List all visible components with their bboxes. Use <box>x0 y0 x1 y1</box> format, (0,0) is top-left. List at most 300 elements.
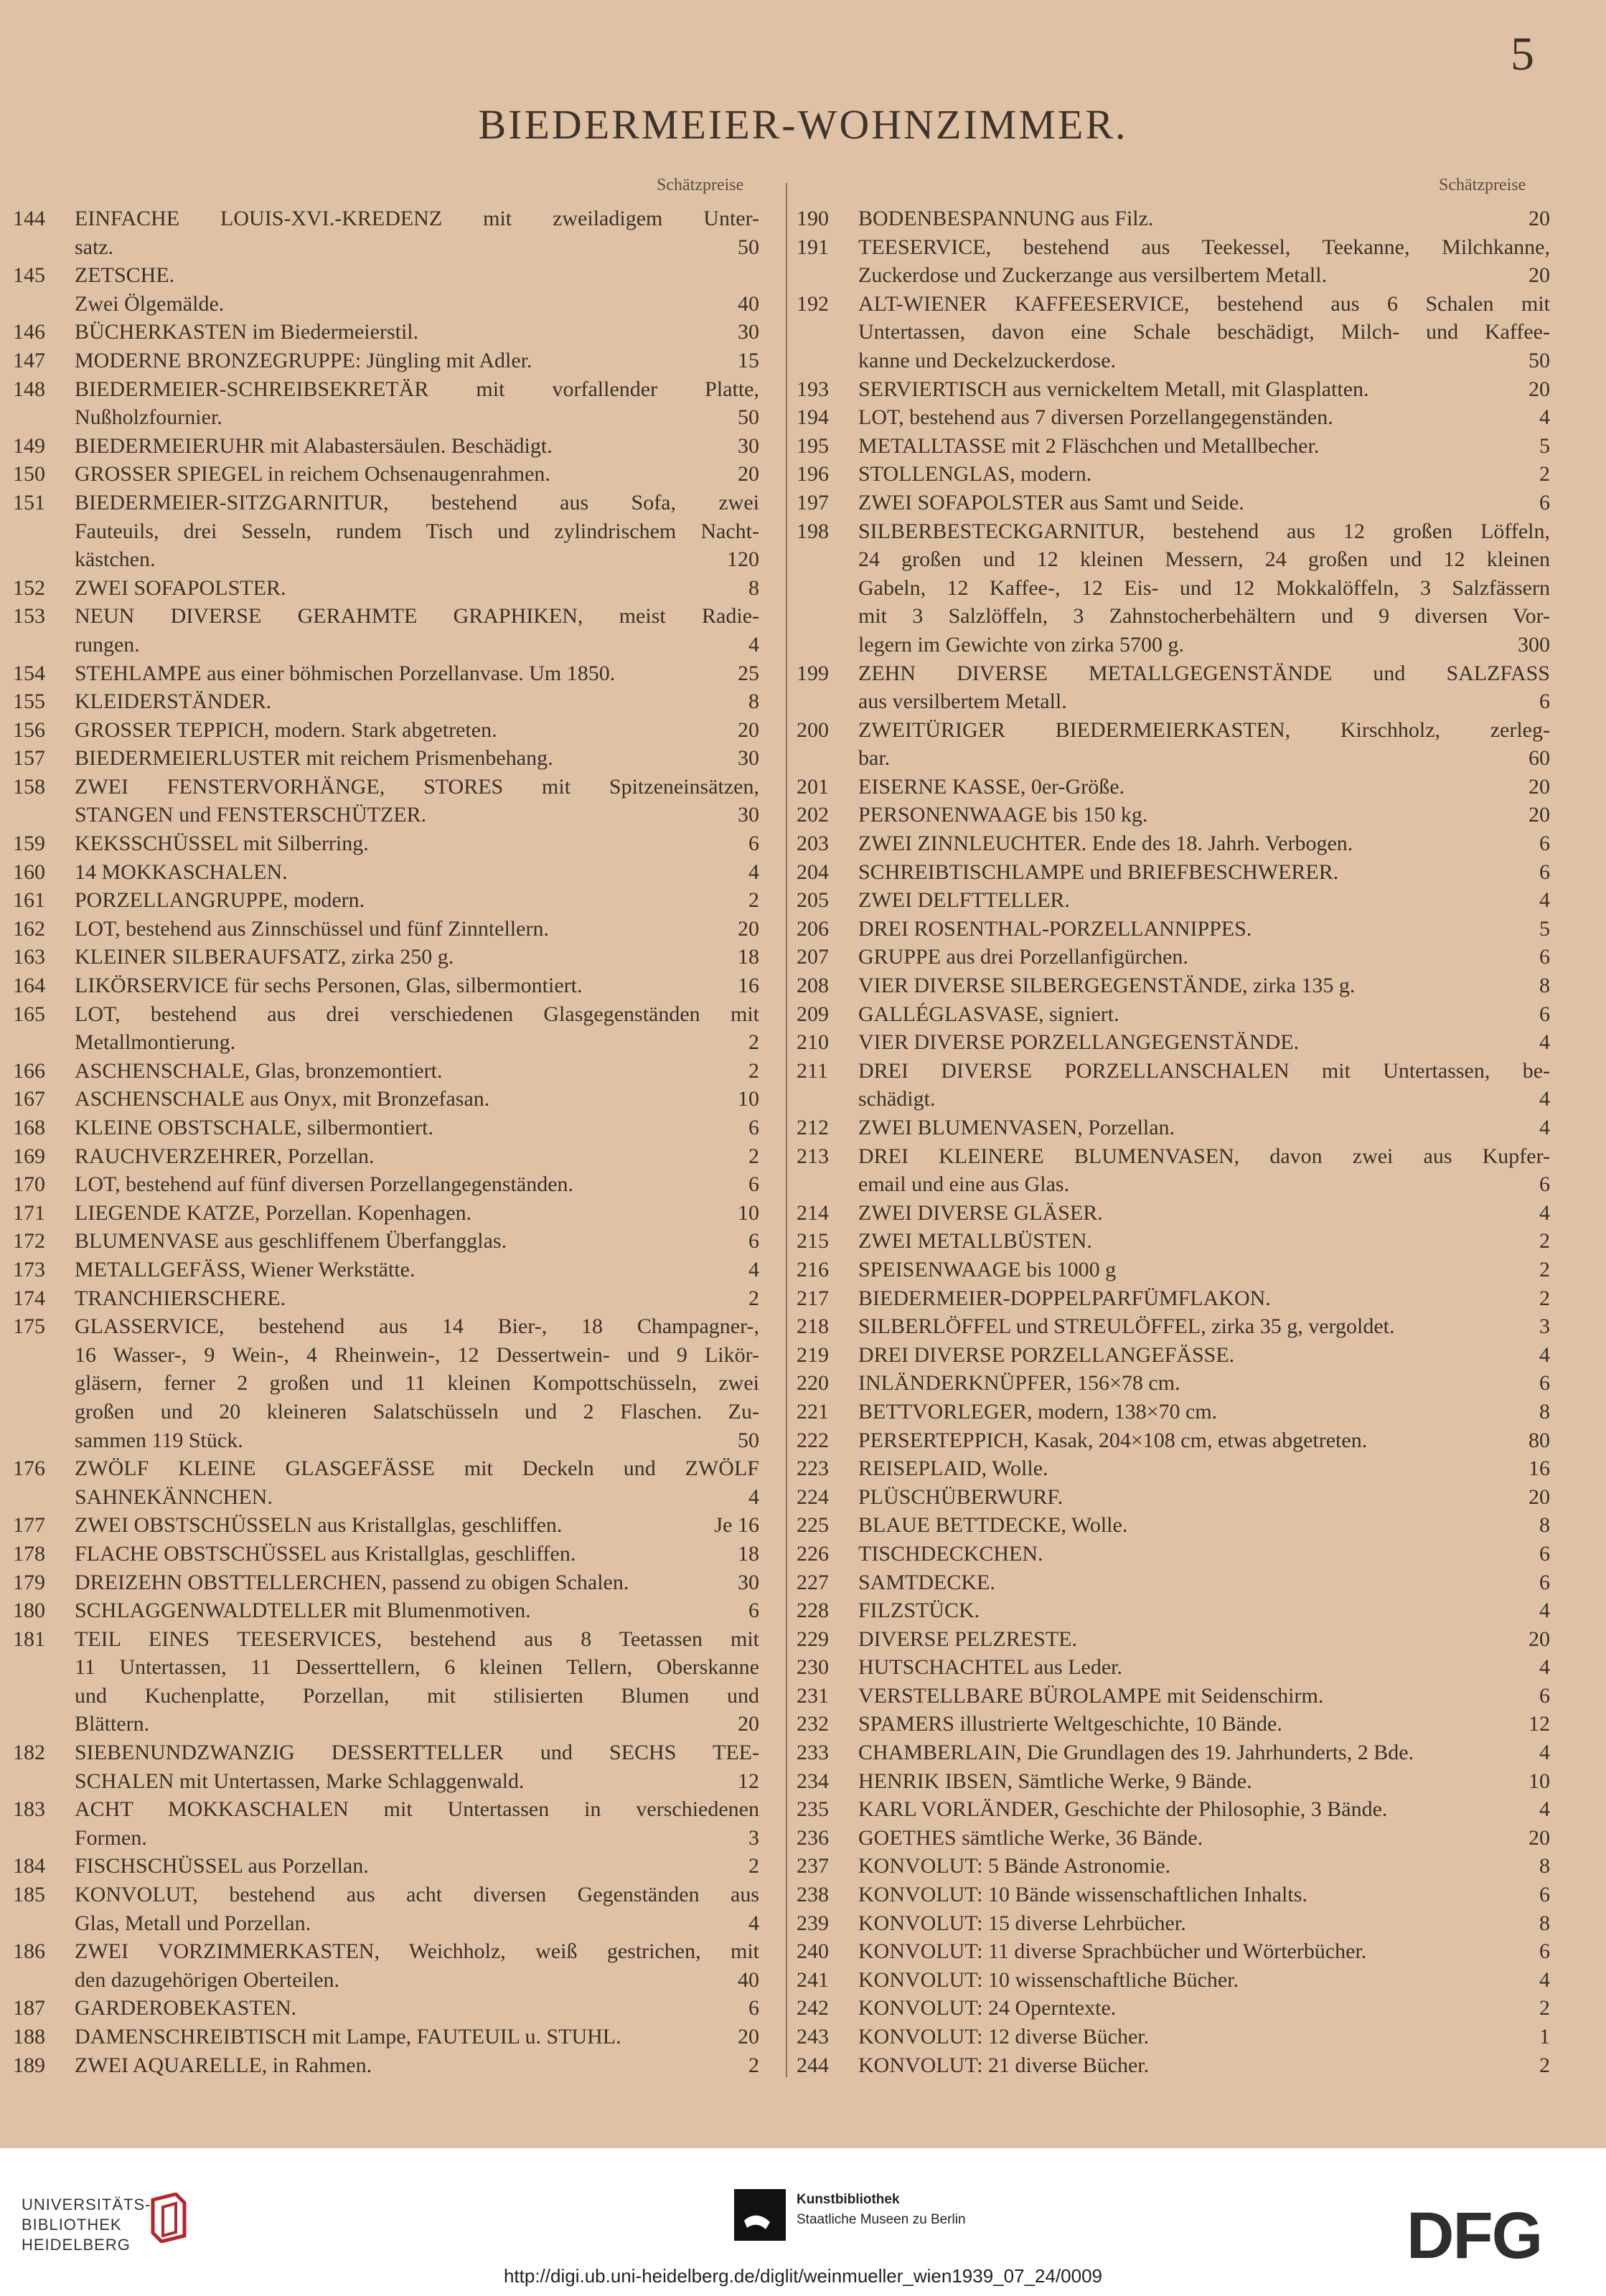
entry-number: 218 <box>797 1314 829 1339</box>
entry-price: 30 <box>738 433 759 458</box>
catalog-entry <box>797 1284 1550 1313</box>
entry-number: 187 <box>13 1996 45 2020</box>
entry-number: 184 <box>13 1854 45 1878</box>
entry-price: 20 <box>1528 803 1550 827</box>
catalog-entry <box>13 1057 759 1086</box>
catalog-entry <box>797 403 1550 432</box>
catalog-entry <box>13 858 759 887</box>
entry-text: TRANCHIERSCHERE. <box>75 1286 286 1310</box>
entry-number: 150 <box>13 462 45 486</box>
entry-price: 8 <box>1539 1513 1550 1538</box>
entry-text: PERSONENWAAGE bis 150 kg. <box>858 803 1148 827</box>
entry-number: 175 <box>13 1314 45 1339</box>
entry-text: SCHALEN mit Untertassen, Marke Schlaggenwald. <box>75 1769 525 1793</box>
catalog-entry <box>797 204 1550 233</box>
entry-price: 20 <box>738 1712 759 1736</box>
entry-number: 229 <box>797 1627 829 1651</box>
entry-text: BÜCHERKASTEN im Biedermeierstil. <box>75 320 419 344</box>
entry-text: ZWEI BLUMENVASEN, Porzellan. <box>858 1116 1175 1139</box>
entry-text: PORZELLANGRUPPE, modern. <box>75 888 365 913</box>
entry-text: CHAMBERLAIN, Die Grundlagen des 19. Jahrhunderts, 2 Bde. <box>858 1741 1414 1765</box>
entry-text: HUTSCHACHTEL aus Leder. <box>858 1655 1122 1680</box>
catalog-entry <box>797 1511 1550 1540</box>
catalog-entry <box>797 1682 1550 1711</box>
entry-price: 15 <box>738 348 759 372</box>
entry-price: 2 <box>1539 1286 1550 1310</box>
entry-price: 4 <box>748 860 759 884</box>
catalog-entry <box>797 886 1550 915</box>
entry-number: 209 <box>797 1002 829 1026</box>
entry-number: 186 <box>13 1939 45 1964</box>
entry-price: 120 <box>727 547 759 572</box>
entry-price: 20 <box>738 916 759 941</box>
entry-text: Nußholzfournier. <box>75 405 222 430</box>
entry-number: 182 <box>13 1741 45 1765</box>
entry-text: GROSSER TEPPICH, modern. Stark abgetreten. <box>75 718 497 742</box>
entry-price: 4 <box>748 632 759 657</box>
entry-price: 4 <box>748 1485 759 1509</box>
entry-number: 146 <box>13 320 45 344</box>
catalog-entry <box>797 1625 1550 1654</box>
entry-text: EINFACHE LOUIS-XVI.-KREDENZ mit zweiladigem Unter- <box>75 207 759 230</box>
entry-number: 213 <box>797 1144 829 1168</box>
entry-text: großen und 20 kleineren Salatschüsseln und 2 Flaschen. Zu- <box>75 1399 759 1424</box>
entry-price: 6 <box>748 1172 759 1197</box>
entry-text: ZWEI OBSTSCHÜSSELN aus Kristallglas, geschliffen. <box>75 1513 563 1538</box>
entry-number: 222 <box>797 1428 829 1452</box>
entry-number: 205 <box>797 888 829 913</box>
catalog-entry <box>13 773 759 829</box>
entry-price: 30 <box>738 803 759 827</box>
entry-text: Zuckerdose und Zuckerzange aus versilbertem Metall. <box>858 263 1328 288</box>
entry-text: BODENBESPANNUNG aus Filz. <box>858 207 1154 230</box>
entry-number: 145 <box>13 263 45 288</box>
catalog-entry <box>13 1852 759 1881</box>
entry-number: 235 <box>797 1797 829 1822</box>
catalog-entry <box>797 1398 1550 1426</box>
footer <box>0 2148 1606 2296</box>
entry-price: 6 <box>1539 860 1550 884</box>
entry-price: 6 <box>748 1599 759 1623</box>
catalog-entry <box>797 1881 1550 1909</box>
entry-text: KARL VORLÄNDER, Geschichte der Philosophie, 3 Bände. <box>858 1797 1388 1822</box>
catalog-entry <box>13 2051 759 2080</box>
catalog-entry <box>797 1142 1550 1199</box>
entry-price: 20 <box>1528 774 1550 799</box>
entry-text: DREI ROSENTHAL-PORZELLANNIPPES. <box>858 916 1252 941</box>
entry-text: SILBERBESTECKGARNITUR, bestehend aus 12 großen Löffeln, <box>858 519 1550 543</box>
entry-text: BLAUE BETTDECKE, Wolle. <box>858 1513 1128 1538</box>
catalog-entry <box>797 1000 1550 1029</box>
catalog-entry <box>797 1454 1550 1483</box>
entry-number: 221 <box>797 1399 829 1424</box>
entry-text: DREI DIVERSE PORZELLANGEFÄSSE. <box>858 1342 1235 1367</box>
entry-number: 189 <box>13 2053 45 2077</box>
entry-text: METALLTASSE mit 2 Fläschchen und Metallbecher. <box>858 433 1320 458</box>
entry-number: 215 <box>797 1229 829 1253</box>
entry-text: schädigt. <box>858 1087 936 1111</box>
entry-number: 214 <box>797 1200 829 1225</box>
entry-text: VERSTELLBARE BÜROLAMPE mit Seidenschirm. <box>858 1683 1324 1708</box>
entry-number: 232 <box>797 1712 829 1736</box>
entry-text: ZEHN DIVERSE METALLGEGENSTÄNDE und SALZFASS <box>858 661 1550 685</box>
entry-number: 177 <box>13 1513 45 1538</box>
entry-text: SCHREIBTISCHLAMPE und BRIEFBESCHWERER. <box>858 860 1339 884</box>
entry-price: 2 <box>1539 462 1550 486</box>
entry-text: LOT, bestehend aus drei verschiedenen Glasgegenständen mit <box>75 1002 759 1026</box>
entry-text: ASCHENSCHALE aus Onyx, mit Bronzefasan. <box>75 1087 490 1111</box>
entry-text: rungen. <box>75 632 140 657</box>
catalog-entry <box>13 261 759 318</box>
entry-text: 16 Wasser-, 9 Wein-, 4 Rheinwein-, 12 Dessertwein- und 9 Likör- <box>75 1342 759 1367</box>
catalog-entry <box>13 1256 759 1284</box>
entry-price: 20 <box>738 462 759 486</box>
catalog-entry <box>797 858 1550 887</box>
entry-number: 151 <box>13 490 45 514</box>
entry-price: 8 <box>1539 1399 1550 1424</box>
entry-text: LOT, bestehend aus 7 diversen Porzellangegenständen. <box>858 405 1333 430</box>
entry-price: 4 <box>1539 1655 1550 1680</box>
entry-price: 20 <box>738 718 759 742</box>
entry-price: 1 <box>1539 2025 1550 2048</box>
entry-price: 4 <box>1539 1741 1550 1765</box>
catalog-entry <box>797 801 1550 829</box>
entry-text: KONVOLUT: 10 wissenschaftliche Bücher. <box>858 1967 1239 1992</box>
entry-number: 158 <box>13 774 45 799</box>
catalog-entry <box>13 1511 759 1540</box>
entry-text: SILBERLÖFFEL und STREULÖFFEL, zirka 35 g, vergoldet. <box>858 1314 1395 1339</box>
column-heading-right: Schätzpreise <box>1439 176 1526 194</box>
entry-price: 4 <box>1539 1342 1550 1367</box>
entry-text: BIEDERMEIER-SCHREIBSEKRETÄR mit vorfallender Platte, <box>75 377 759 401</box>
entry-number: 170 <box>13 1172 45 1197</box>
university-line: UNIVERSITÄTS- <box>22 2196 151 2213</box>
catalog-entry <box>13 1142 759 1171</box>
catalog-entry <box>13 432 759 461</box>
entry-price: 40 <box>738 1967 759 1992</box>
entry-number: 190 <box>797 207 829 230</box>
entry-number: 180 <box>13 1599 45 1623</box>
entry-number: 219 <box>797 1342 829 1367</box>
entry-number: 193 <box>797 377 829 401</box>
entry-text: KONVOLUT, bestehend aus acht diversen Gegenständen aus <box>75 1883 759 1907</box>
entry-price: 2 <box>1539 1229 1550 1253</box>
catalog-entry <box>13 716 759 745</box>
entry-text: NEUN DIVERSE GERAHMTE GRAPHIKEN, meist Radie- <box>75 604 759 629</box>
entry-text: bar. <box>858 746 891 771</box>
catalog-entry <box>797 1199 1550 1228</box>
catalog-entry <box>13 204 759 261</box>
entry-price: 5 <box>1539 433 1550 458</box>
entry-text: KLEINE OBSTSCHALE, silbermontiert. <box>75 1116 433 1139</box>
catalog-entry <box>13 1994 759 2023</box>
catalog-entry <box>797 460 1550 489</box>
entry-price: 8 <box>748 575 759 600</box>
entry-text: DREI KLEINERE BLUMENVASEN, davon zwei aus Kupfer- <box>858 1144 1550 1168</box>
catalog-entry <box>797 1710 1550 1739</box>
catalog-entry <box>797 773 1550 801</box>
entry-price: 20 <box>1528 377 1550 401</box>
catalog-entry <box>797 2051 1550 2080</box>
entry-number: 160 <box>13 860 45 884</box>
entry-price: 2 <box>748 1144 759 1168</box>
entry-text: EISERNE KASSE, 0er-Größe. <box>858 774 1125 799</box>
catalog-entry <box>797 1994 1550 2023</box>
catalog-entry <box>797 1795 1550 1824</box>
entry-text: ACHT MOKKASCHALEN mit Untertassen in verschiedenen <box>75 1797 759 1822</box>
entry-text: gläsern, ferner 2 großen und 11 kleinen Kompottschüsseln, zwei <box>75 1371 759 1396</box>
entry-number: 149 <box>13 433 45 458</box>
entry-text: TEESERVICE, bestehend aus Teekessel, Teekanne, Milchkanne, <box>858 235 1550 259</box>
entry-price: 4 <box>1539 1116 1550 1139</box>
entry-price: 50 <box>738 235 759 259</box>
entry-price: 4 <box>1539 405 1550 430</box>
catalog-entry <box>797 1028 1550 1057</box>
entry-price: 20 <box>1528 1825 1550 1850</box>
catalog-entry <box>13 829 759 858</box>
entry-text: ALT-WIENER KAFFEESERVICE, bestehend aus 6 Schalen mit <box>858 291 1550 316</box>
catalog-entry <box>797 1227 1550 1256</box>
entry-price: 6 <box>1539 1570 1550 1594</box>
entry-price: 4 <box>1539 1030 1550 1055</box>
entry-price: 8 <box>748 690 759 714</box>
entry-text: Blättern. <box>75 1712 150 1736</box>
entry-text: ZETSCHE. <box>75 263 175 288</box>
entry-number: 165 <box>13 1002 45 1026</box>
entry-number: 163 <box>13 945 45 969</box>
entry-price: 50 <box>1528 348 1550 372</box>
entry-number: 188 <box>13 2025 45 2048</box>
entry-price: 6 <box>748 1996 759 2020</box>
catalog-entry <box>13 1114 759 1142</box>
entry-number: 196 <box>797 462 829 486</box>
catalog-entry <box>13 1000 759 1057</box>
entry-text: DIVERSE PELZRESTE. <box>858 1627 1077 1651</box>
entry-text: GALLÉGLASVASE, signiert. <box>858 1002 1119 1026</box>
entry-text: GRUPPE aus drei Porzellanfigürchen. <box>858 945 1188 969</box>
entry-number: 227 <box>797 1570 829 1594</box>
entry-text: 24 großen und 12 kleinen Messern, 24 großen und 12 kleinen <box>858 547 1550 572</box>
catalog-entry <box>13 1312 759 1454</box>
entry-text: SPAMERS illustrierte Weltgeschichte, 10 Bände. <box>858 1712 1282 1736</box>
entry-number: 179 <box>13 1570 45 1594</box>
page-title: BIEDERMEIER-WOHNZIMMER. <box>478 101 1128 148</box>
entry-text: ZWEI DIVERSE GLÄSER. <box>858 1200 1103 1225</box>
entry-number: 211 <box>797 1058 828 1083</box>
catalog-entry <box>13 1795 759 1852</box>
entry-price: 3 <box>1539 1314 1550 1339</box>
entry-text: KONVOLUT: 21 diverse Bücher. <box>858 2053 1150 2077</box>
entry-number: 237 <box>797 1854 829 1878</box>
entry-number: 217 <box>797 1286 829 1310</box>
entry-price: Je 16 <box>714 1513 759 1538</box>
catalog-entry <box>797 1312 1550 1341</box>
entry-number: 166 <box>13 1058 45 1083</box>
entry-price: 6 <box>1539 1883 1550 1907</box>
entry-price: 2 <box>748 1030 759 1055</box>
catalog-entry <box>13 2023 759 2051</box>
entry-text: BIEDERMEIER-DOPPELPARFÜMFLAKON. <box>858 1286 1271 1310</box>
entry-text: ZWEI AQUARELLE, in Rahmen. <box>75 2053 372 2077</box>
entry-text: BETTVORLEGER, modern, 138×70 cm. <box>858 1399 1218 1424</box>
entry-price: 4 <box>1539 1599 1550 1623</box>
entry-price: 6 <box>1539 490 1550 514</box>
university-logo-icon <box>147 2193 190 2243</box>
entry-price: 6 <box>1539 1939 1550 1964</box>
entry-price: 2 <box>748 1058 759 1083</box>
entry-price: 4 <box>748 1911 759 1935</box>
entry-text: DREIZEHN OBSTTELLERCHEN, passend zu obigen Schalen. <box>75 1570 629 1594</box>
catalog-entry <box>797 1596 1550 1625</box>
catalog-entry <box>13 915 759 944</box>
entry-text: den dazugehörigen Oberteilen. <box>75 1967 340 1992</box>
entry-text: KEKSSCHÜSSEL mit Silberring. <box>75 832 369 856</box>
entry-text: ZWEI FENSTERVORHÄNGE, STORES mit Spitzeneinsätzen, <box>75 774 759 799</box>
source-url[interactable]: http://digi.ub.uni-heidelberg.de/diglit/weinmueller_wien1939_07_24/0009 <box>503 2265 1103 2287</box>
entry-number: 161 <box>13 888 45 913</box>
university-library-logo-text <box>22 2195 151 2255</box>
entry-text: DREI DIVERSE PORZELLANSCHALEN mit Untertassen, be- <box>858 1058 1550 1083</box>
entry-price: 8 <box>1539 974 1550 998</box>
entry-price: 4 <box>748 1257 759 1281</box>
entry-text: BIEDERMEIERUHR mit Alabastersäulen. Beschädigt. <box>75 433 553 458</box>
entry-text: GROSSER SPIEGEL in reichem Ochsenaugenrahmen. <box>75 462 550 486</box>
entry-number: 148 <box>13 377 45 401</box>
catalog-entry <box>13 687 759 716</box>
catalog-entry <box>13 1625 759 1739</box>
entry-price: 10 <box>1528 1769 1550 1793</box>
entry-price: 6 <box>1539 1371 1550 1396</box>
catalog-entry <box>13 375 759 432</box>
catalog-entry <box>797 1568 1550 1597</box>
entry-price: 50 <box>738 405 759 430</box>
entry-text: PLÜSCHÜBERWURF. <box>858 1485 1063 1509</box>
entry-text: KONVOLUT: 12 diverse Bücher. <box>858 2025 1150 2048</box>
catalog-entry <box>797 1966 1550 1995</box>
entry-price: 30 <box>738 320 759 344</box>
kunstbibliothek-logo-icon <box>734 2189 786 2241</box>
entry-text: KONVOLUT: 5 Bände Astronomie. <box>858 1854 1171 1878</box>
entry-text: STOLLENGLAS, modern. <box>858 462 1092 486</box>
catalog-entry <box>13 1454 759 1511</box>
entry-number: 220 <box>797 1371 829 1396</box>
entry-number: 198 <box>797 519 829 543</box>
entry-price: 4 <box>1539 888 1550 913</box>
catalog-entry <box>797 233 1550 290</box>
entry-text: Fauteuils, drei Sesseln, rundem Tisch und zylindrischem Nacht- <box>75 519 759 543</box>
entry-price: 20 <box>1528 1485 1550 1509</box>
entry-number: 157 <box>13 746 45 771</box>
entry-number: 162 <box>13 916 45 941</box>
entry-price: 16 <box>738 974 759 998</box>
entry-price: 6 <box>1539 1683 1550 1708</box>
entry-number: 199 <box>797 661 829 685</box>
entry-number: 167 <box>13 1087 45 1111</box>
entry-text: Gabeln, 12 Kaffee-, 12 Eis- und 12 Mokkalöffeln, 3 Salzfässern <box>858 575 1550 600</box>
entry-number: 174 <box>13 1286 45 1310</box>
entry-number: 154 <box>13 661 45 685</box>
entry-price: 6 <box>1539 690 1550 714</box>
entry-price: 10 <box>738 1087 759 1111</box>
entry-text: MODERNE BRONZEGRUPPE: Jüngling mit Adler. <box>75 348 532 372</box>
catalog-entry <box>797 971 1550 1000</box>
entry-text: Glas, Metall und Porzellan. <box>75 1911 311 1935</box>
catalog-entry <box>13 318 759 347</box>
catalog-entry <box>13 347 759 375</box>
entry-text: email und eine aus Glas. <box>858 1172 1070 1197</box>
entry-price: 30 <box>738 746 759 771</box>
catalog-entry <box>13 744 759 773</box>
entry-price: 300 <box>1518 632 1550 657</box>
entry-number: 171 <box>13 1200 45 1225</box>
catalog-entry <box>13 1284 759 1313</box>
catalog-entry <box>797 517 1550 659</box>
entry-price: 2 <box>748 2053 759 2077</box>
entry-text: sammen 119 Stück. <box>75 1428 243 1452</box>
entry-text: VIER DIVERSE PORZELLANGEGENSTÄNDE. <box>858 1030 1300 1055</box>
catalog-entry <box>13 1199 759 1228</box>
entry-text: KONVOLUT: 24 Operntexte. <box>858 1996 1117 2020</box>
entry-number: 153 <box>13 604 45 629</box>
entry-number: 224 <box>797 1485 829 1509</box>
catalog-entry <box>797 1824 1550 1853</box>
entry-price: 2 <box>1539 2053 1550 2077</box>
entry-text: FLACHE OBSTSCHÜSSEL aus Kristallglas, geschliffen. <box>75 1541 576 1566</box>
entry-text: ZWEI DELFTTELLER. <box>858 888 1070 913</box>
entry-text: STEHLAMPE aus einer böhmischen Porzellanvase. Um 1850. <box>75 661 616 685</box>
entry-price: 6 <box>748 1116 759 1139</box>
entry-price: 8 <box>1539 1854 1550 1878</box>
kunstbibliothek-label <box>797 2190 966 2230</box>
catalog-entry <box>13 1881 759 1937</box>
catalog-entry <box>13 886 759 915</box>
entry-number: 155 <box>13 690 45 714</box>
entry-number: 176 <box>13 1457 45 1481</box>
catalog-entry <box>797 659 1550 716</box>
entry-text: kästchen. <box>75 547 156 572</box>
entry-price: 18 <box>738 945 759 969</box>
catalog-entry <box>13 460 759 489</box>
entry-number: 207 <box>797 945 829 969</box>
entry-number: 173 <box>13 1257 45 1281</box>
catalog-entry <box>797 943 1550 971</box>
entry-price: 10 <box>738 1200 759 1225</box>
entry-text: Metallmontierung. <box>75 1030 236 1055</box>
entry-number: 242 <box>797 1996 829 2020</box>
catalog-entry <box>13 1739 759 1795</box>
entry-text: Zwei Ölgemälde. <box>75 291 225 316</box>
entry-price: 8 <box>1539 1911 1550 1935</box>
entry-text: ZWEITÜRIGER BIEDERMEIERKASTEN, Kirschholz, zerleg- <box>858 718 1550 742</box>
catalog-entry <box>797 1114 1550 1142</box>
entry-number: 244 <box>797 2053 829 2077</box>
entry-text: GARDEROBEKASTEN. <box>75 1996 297 2020</box>
column-heading-left: Schätzpreise <box>657 176 744 194</box>
university-line: HEIDELBERG <box>22 2236 131 2254</box>
catalog-entry <box>797 1937 1550 1966</box>
entry-price: 6 <box>1539 832 1550 856</box>
entry-text: ZWEI SOFAPOLSTER. <box>75 575 286 600</box>
catalog-entry <box>797 1767 1550 1796</box>
catalog-entry <box>797 1483 1550 1512</box>
entry-price: 12 <box>1528 1712 1550 1736</box>
entry-number: 226 <box>797 1541 829 1566</box>
catalog-entry <box>797 1256 1550 1284</box>
entry-text: ASCHENSCHALE, Glas, bronzemontiert. <box>75 1058 443 1083</box>
entry-number: 178 <box>13 1541 45 1566</box>
entry-number: 156 <box>13 718 45 742</box>
entry-text: BLUMENVASE aus geschliffenem Überfangglas. <box>75 1229 507 1253</box>
